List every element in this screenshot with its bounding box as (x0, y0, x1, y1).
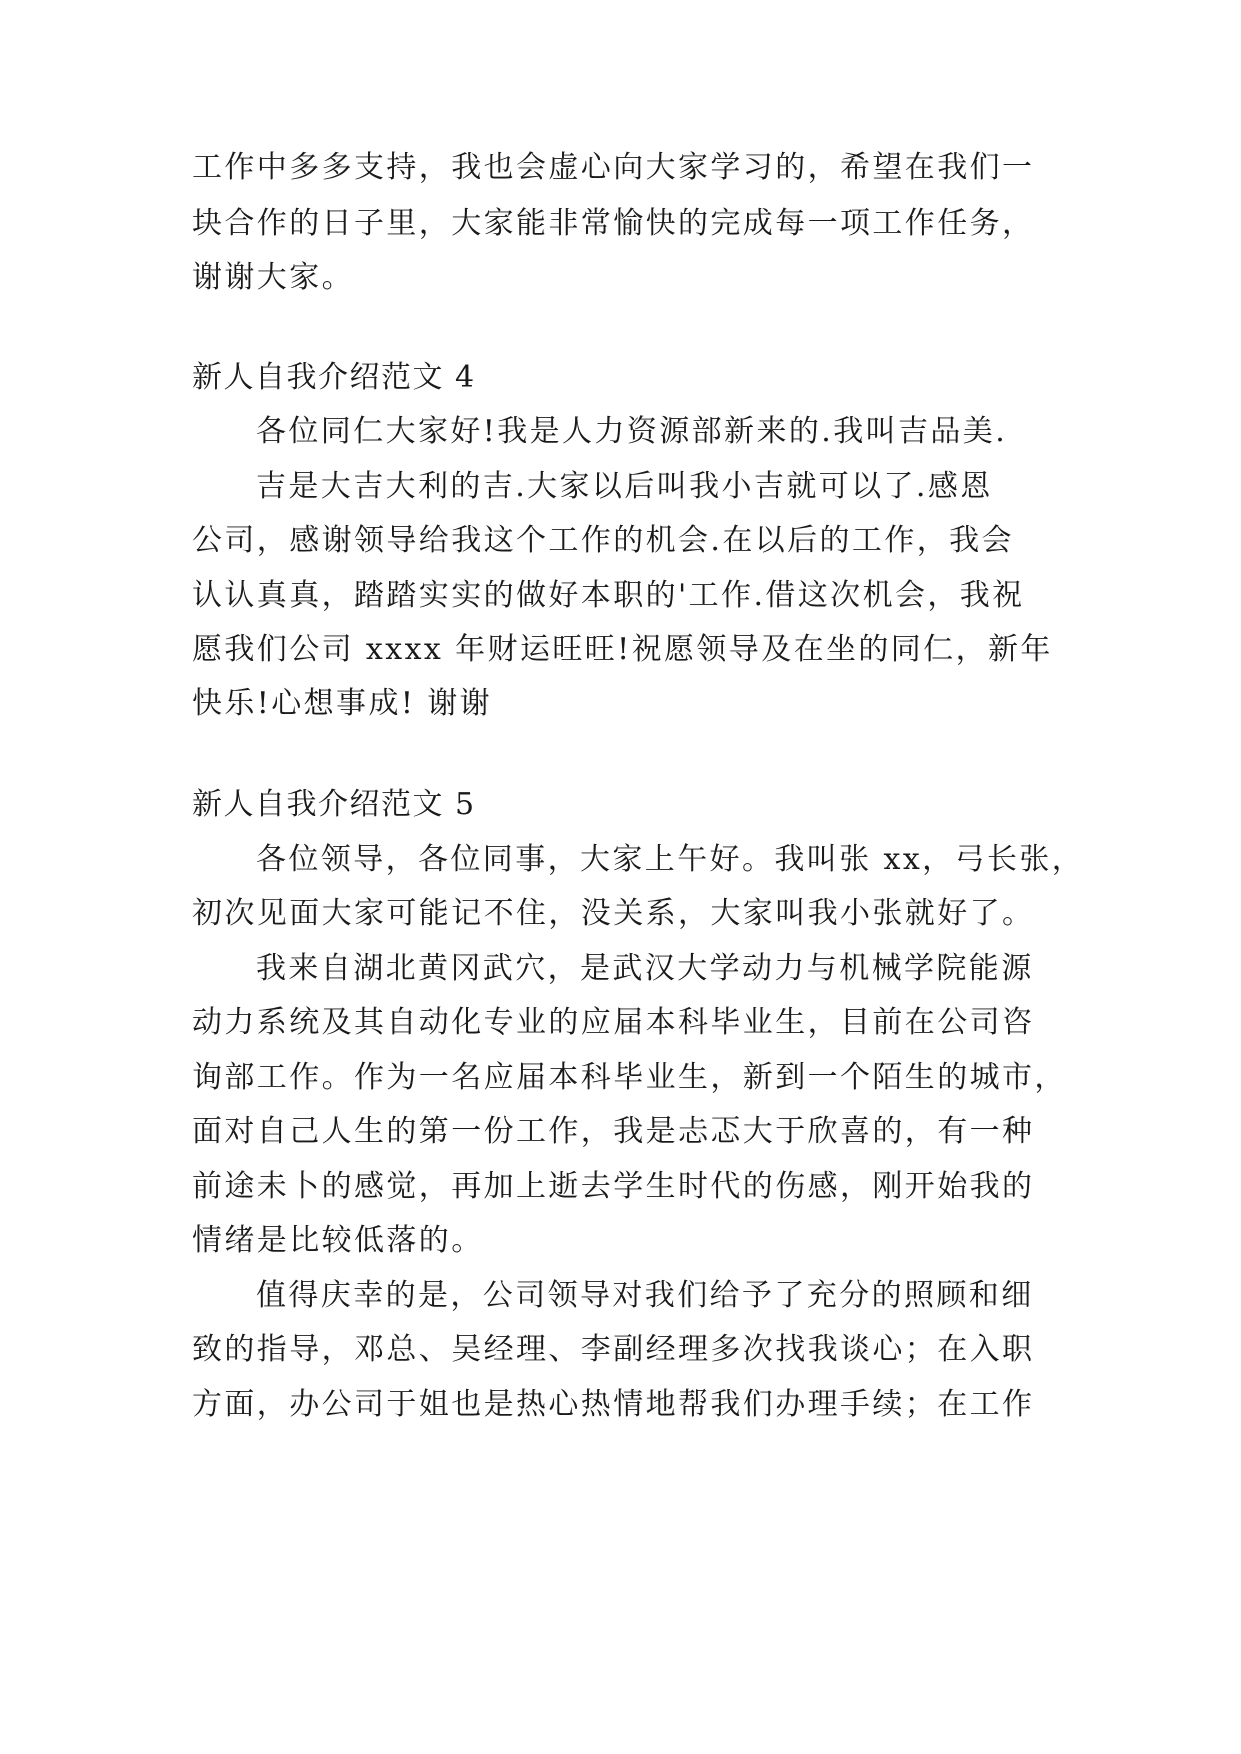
paragraph-line: 吉是大吉大利的吉.大家以后叫我小吉就可以了.感恩 (256, 469, 993, 504)
paragraph-line: 面对自己人生的第一份工作，我是忐忑大于欣喜的，有一种 (192, 1114, 1035, 1149)
paragraph-line: 各位同仁大家好!我是人力资源部新来的.我叫吉品美. (256, 414, 1008, 449)
paragraph-line: 块合作的日子里，大家能非常愉快的完成每一项工作任务， (192, 206, 1035, 241)
paragraph-line: 致的指导，邓总、吴经理、李副经理多次找我谈心；在入职 (192, 1332, 1035, 1367)
paragraph-line: 询部工作。作为一名应届本科毕业生，新到一个陌生的城市， (192, 1060, 1067, 1095)
paragraph-line: 值得庆幸的是，公司领导对我们给予了充分的照顾和细 (256, 1278, 1034, 1313)
paragraph-line: 愿我们公司 xxxx 年财运旺旺!祝愿领导及在坐的同仁，新年 (192, 632, 1053, 667)
paragraph-line: 动力系统及其自动化专业的应届本科毕业生，目前在公司咨 (192, 1005, 1035, 1040)
paragraph-line: 各位领导，各位同事，大家上午好。我叫张 xx，弓长张， (256, 842, 1085, 877)
paragraph-line: 认认真真，踏踏实实的做好本职的'工作.借这次机会，我祝 (192, 578, 1025, 613)
paragraph-line: 谢谢大家。 (192, 260, 354, 295)
paragraph-line: 公司，感谢领导给我这个工作的机会.在以后的工作，我会 (192, 523, 1014, 558)
paragraph-line: 情绪是比较低落的。 (192, 1223, 484, 1258)
section-heading: 新人自我介绍范文 4 (192, 360, 476, 395)
paragraph-line: 初次见面大家可能记不住，没关系，大家叫我小张就好了。 (192, 896, 1035, 931)
section-heading: 新人自我介绍范文 5 (192, 787, 476, 822)
paragraph-line: 工作中多多支持，我也会虚心向大家学习的，希望在我们一 (192, 150, 1035, 185)
paragraph-line: 我来自湖北黄冈武穴，是武汉大学动力与机械学院能源 (256, 951, 1034, 986)
paragraph-line: 前途未卜的感觉，再加上逝去学生时代的伤感，刚开始我的 (192, 1169, 1035, 1204)
paragraph-line: 方面，办公司于姐也是热心热情地帮我们办理手续；在工作 (192, 1387, 1035, 1422)
paragraph-line: 快乐!心想事成! 谢谢 (192, 686, 493, 721)
